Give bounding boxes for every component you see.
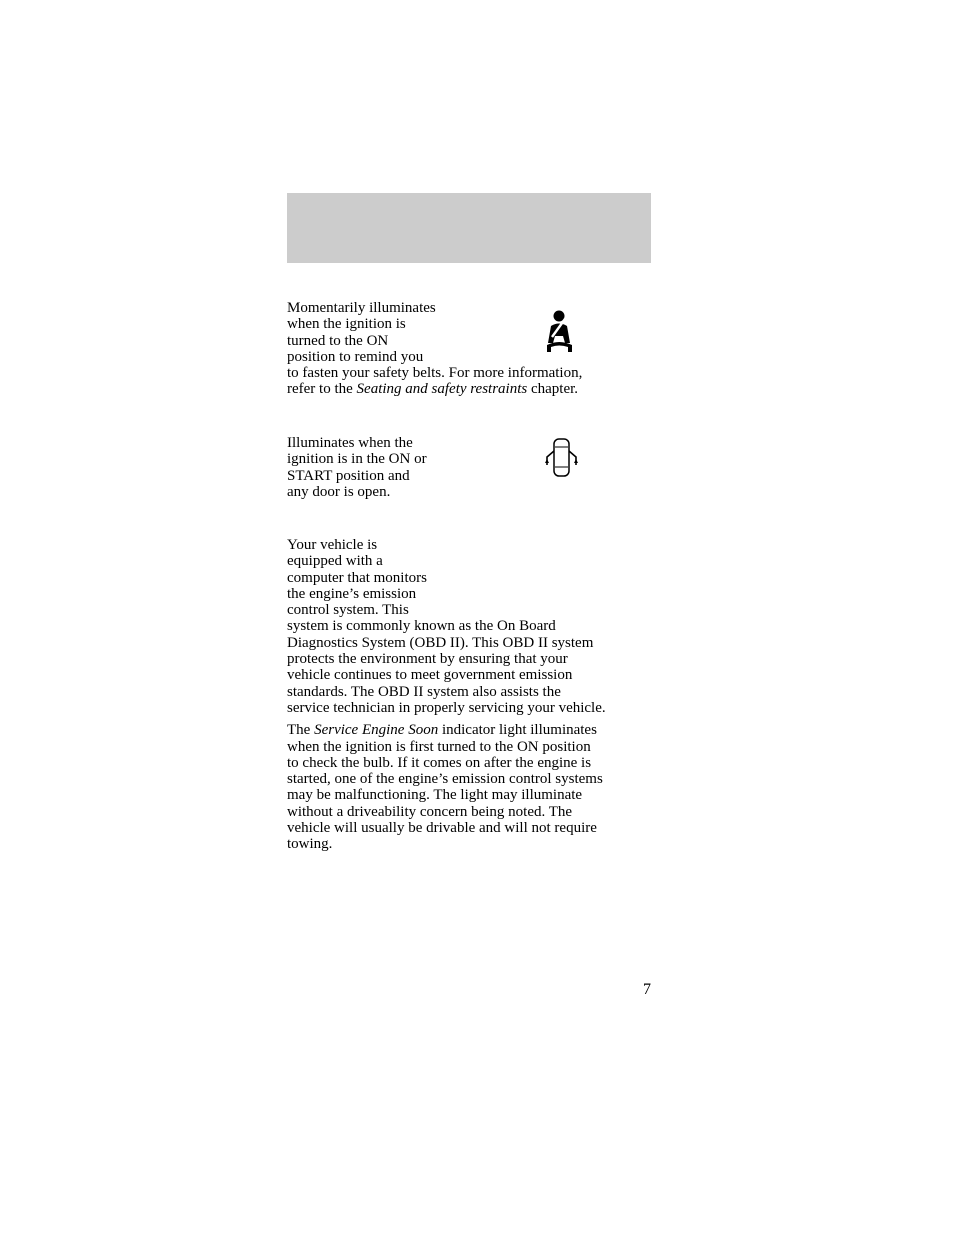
service-engine-paragraph	[287, 722, 651, 852]
indicator-name: Service Engine Soon	[314, 722, 439, 739]
text-line: service technician in properly servicing your vehicle.	[287, 699, 606, 716]
text-line: started, one of the engine’s emission control systems	[287, 771, 603, 788]
text-line: to fasten your safety belts. For more information,	[287, 365, 583, 382]
text-line: protects the environment by ensuring that your	[287, 651, 568, 668]
text-span: chapter.	[527, 381, 579, 398]
text-line: position to remind you	[287, 348, 424, 365]
text-line: may be malfunctioning. The light may illuminate	[287, 787, 583, 804]
text-line: Momentarily illuminates	[287, 300, 436, 316]
obd-description	[287, 537, 651, 853]
text-line: Illuminates when the	[287, 435, 413, 451]
text-line: to check the bulb. If it comes on after the engine is	[287, 754, 592, 771]
chapter-reference: Seating and safety restraints	[356, 381, 528, 398]
door-ajar-icon	[544, 437, 580, 479]
safety-belt-description	[287, 300, 651, 398]
text-line	[287, 722, 651, 738]
text-span: refer to the	[287, 381, 357, 398]
text-span: indicator light illuminates	[438, 722, 597, 739]
text-line: computer that monitors	[287, 569, 427, 586]
text-line: turned to the ON	[287, 332, 389, 349]
text-line: equipped with a	[287, 553, 383, 570]
text-line: without a driveability concern being noted. The	[287, 803, 573, 820]
text-line: towing.	[287, 836, 333, 853]
text-line: ignition is in the ON or	[287, 451, 427, 468]
text-line: Your vehicle is	[287, 537, 378, 553]
text-line: standards. The OBD II system also assists the	[287, 683, 561, 700]
door-ajar-description	[287, 435, 651, 500]
seatbelt-icon	[542, 309, 578, 353]
section-header-band	[287, 193, 651, 263]
text-line: START position and	[287, 467, 410, 484]
text-line: any door is open.	[287, 483, 391, 500]
text-line	[287, 381, 651, 397]
text-line: when the ignition is	[287, 316, 406, 333]
text-line: vehicle continues to meet government emission	[287, 667, 573, 684]
page-number: 7	[643, 981, 651, 998]
text-line: vehicle will usually be drivable and will not require	[287, 820, 597, 837]
text-line: control system. This	[287, 602, 409, 619]
text-line: the engine’s emission	[287, 585, 417, 602]
text-line: when the ignition is first turned to the ON position	[287, 738, 591, 755]
text-line: Diagnostics System (OBD II). This OBD II system	[287, 634, 594, 651]
text-span: The	[287, 722, 315, 739]
text-line: system is commonly known as the On Board	[287, 618, 556, 635]
